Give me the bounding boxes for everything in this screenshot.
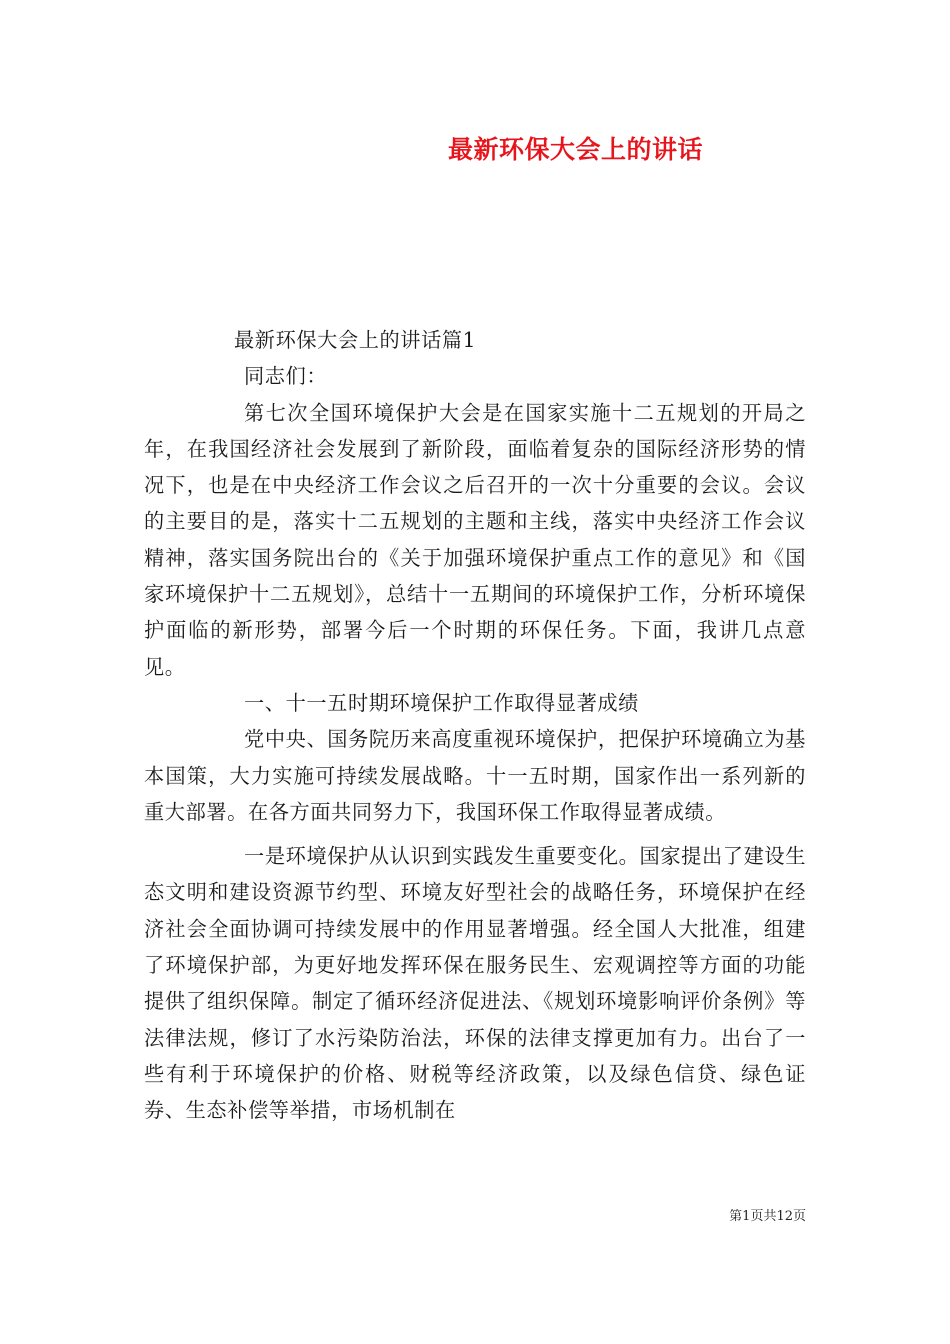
document-subtitle: 最新环保大会上的讲话篇1 [234,328,477,352]
paragraph-achievements: 党中央、国务院历来高度重视环境保护，把保护环境确立为基本国策，大力实施可持续发展战略。十一五时期，国家作出一系列新的重大部署。在各方面共同努力下，我国环保工作取得显著成绩。 [144,727,806,824]
document-body [144,322,806,1129]
paragraph-point-one: 一是环境保护从认识到实践发生重要变化。国家提出了建设生态文明和建设资源节约型、环境友好型社会的战略任务，环境保护在经济社会全面协调可持续发展中的作用显著增强。经全国人大批准，组建了环境保护部，为更好地发挥环保在服务民生、宏观调控等方面的功能提供了组织保障。制定了循环经济促进法、《规划环境影响评价条例》等法律法规，修订了水污染防治法，环保的法律支撑更加有力。出台了一些有利于环境保护的价格、财税等经济政策，以及绿色信贷、绿色证券、生态补偿等举措，市场机制在 [144,844,806,1123]
document-title: 最新环保大会上的讲话 [448,135,704,164]
greeting: 同志们： [244,364,328,389]
page-number-footer: 第1页共12页 [729,1209,806,1224]
paragraph-intro: 第七次全国环境保护大会是在国家实施十二五规划的开局之年，在我国经济社会发展到了新阶段，面临着复杂的国际经济形势的情况下，也是在中央经济工作会议之后召开的一次十分重要的会议。会议的主要目的是，落实十二五规划的主题和主线，落实中央经济工作会议精神，落实国务院出台的《关于加强环境保护重点工作的意见》和《国家环境保护十二五规划》，总结十一五期间的环境保护工作，分析环境保护面临的新形势，部署今后一个时期的环保任务。下面，我讲几点意见。 [144,400,806,679]
section-heading: 一、十一五时期环境保护工作取得显著成绩 [244,690,639,715]
